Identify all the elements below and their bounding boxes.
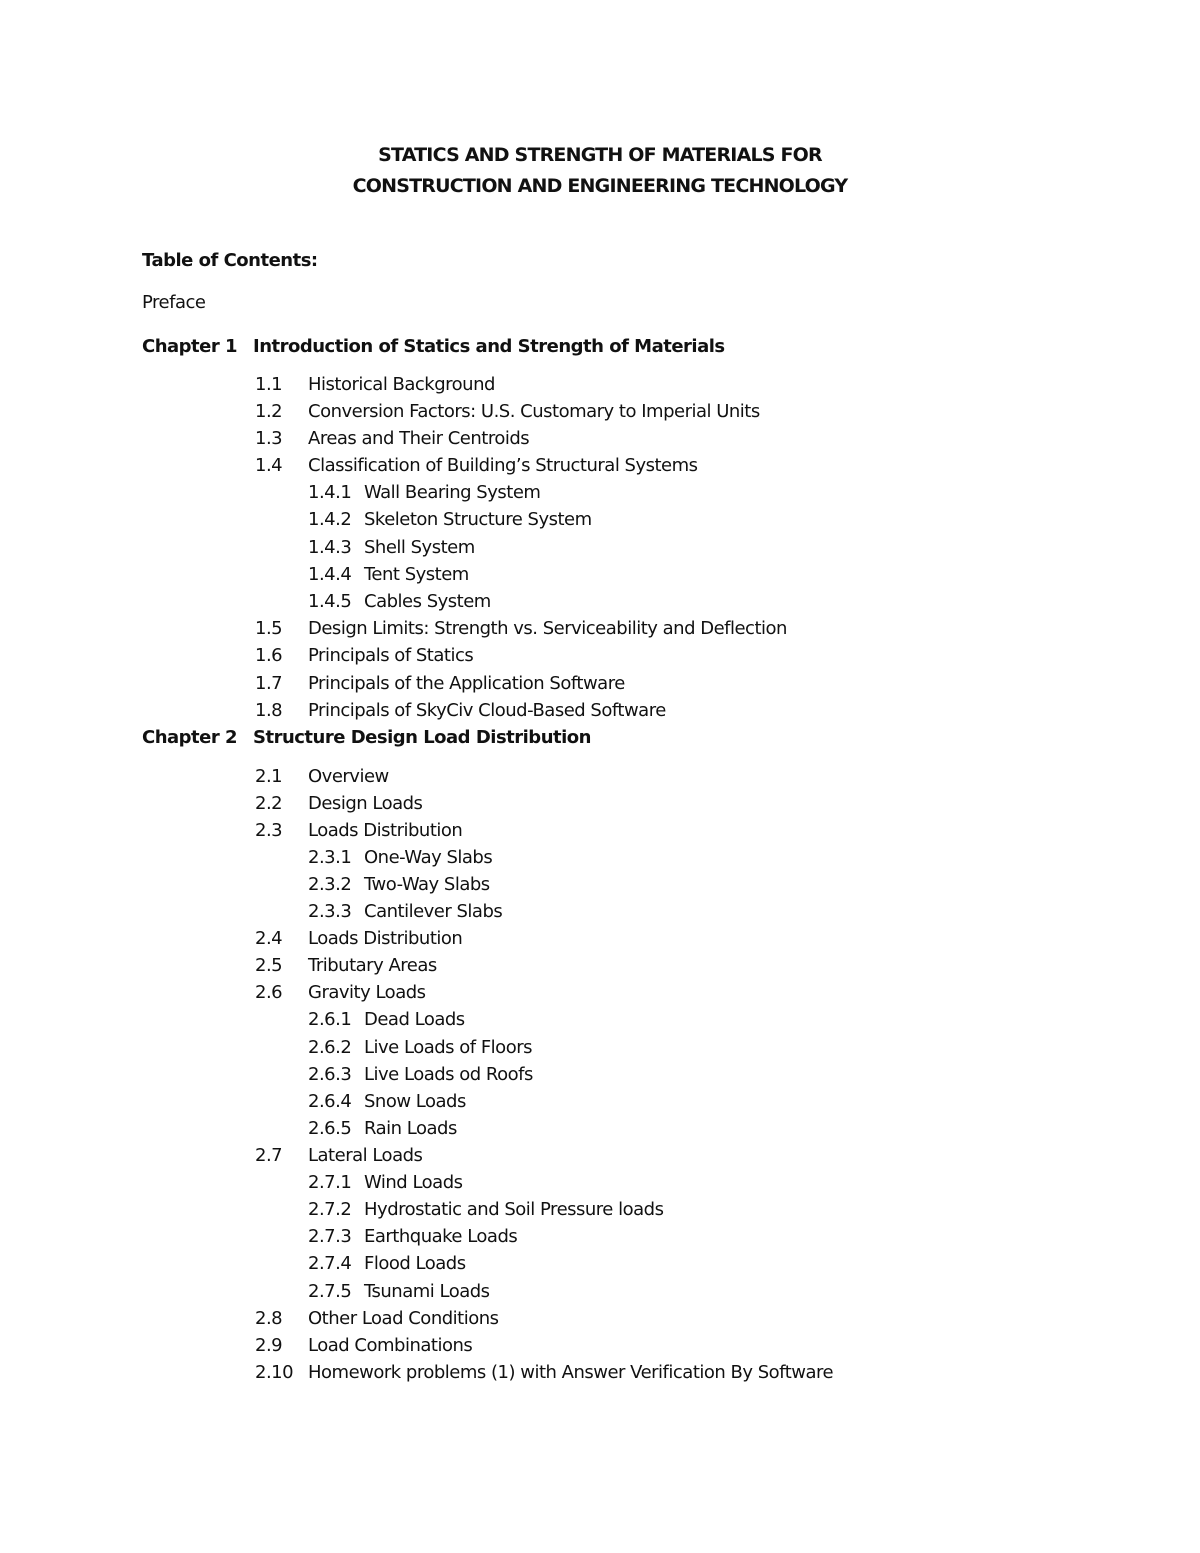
toc-entry-number: 2.3.1 — [308, 847, 352, 868]
toc-entry-title: Earthquake Loads — [364, 1226, 518, 1247]
toc-entry-number: 2.10 — [255, 1362, 294, 1383]
toc-entry-title: Flood Loads — [364, 1253, 466, 1274]
toc-entry-title: Principals of Statics — [308, 645, 474, 666]
toc-entry-number: 2.4 — [255, 928, 283, 949]
toc-entry-number: 2.5 — [255, 955, 283, 976]
toc-entry-title: Live Loads of Floors — [364, 1037, 532, 1058]
toc-entry-number: 1.5 — [255, 618, 283, 639]
toc-entry-number: 2.8 — [255, 1308, 283, 1329]
toc-entry-number: 2.2 — [255, 793, 283, 814]
toc-entry-number: 2.6.2 — [308, 1037, 352, 1058]
toc-entry-number: 2.6.1 — [308, 1009, 352, 1030]
toc-entry-number: 2.6 — [255, 982, 283, 1003]
toc-entry-number: 1.8 — [255, 700, 283, 721]
document-title — [0, 140, 1200, 202]
toc-entry-number: 1.3 — [255, 428, 283, 449]
title-line-1: STATICS AND STRENGTH OF MATERIALS FOR — [378, 144, 822, 166]
toc-entry-title: Principals of the Application Software — [308, 673, 625, 694]
toc-entry-number: 2.7.4 — [308, 1253, 352, 1274]
toc-entry-number: 1.4 — [255, 455, 283, 476]
toc-entry-number: 1.7 — [255, 673, 283, 694]
toc-entry-number: 2.3.2 — [308, 874, 352, 895]
toc-entry-title: Dead Loads — [364, 1009, 465, 1030]
toc-entry-title: Lateral Loads — [308, 1145, 423, 1166]
toc-preface: Preface — [142, 292, 206, 313]
toc-entry-title: One-Way Slabs — [364, 847, 493, 868]
toc-entry-title: Homework problems (1) with Answer Verification By Software — [308, 1362, 834, 1383]
toc-entry-title: Loads Distribution — [308, 928, 463, 949]
toc-entry-number: Chapter 2 — [142, 727, 238, 748]
toc-entry-title: Hydrostatic and Soil Pressure loads — [364, 1199, 664, 1220]
toc-entry-title: Cantilever Slabs — [364, 901, 503, 922]
toc-entry-number: 2.1 — [255, 766, 283, 787]
toc-entry-title: Shell System — [364, 537, 475, 558]
toc-entry-title: Wind Loads — [364, 1172, 463, 1193]
toc-entry-title: Structure Design Load Distribution — [253, 727, 591, 748]
toc-entry-title: Gravity Loads — [308, 982, 426, 1003]
toc-entry-title: Loads Distribution — [308, 820, 463, 841]
toc-entry-title: Conversion Factors: U.S. Customary to Imperial Units — [308, 401, 760, 422]
toc-entry-number: 1.1 — [255, 374, 283, 395]
toc-entry-title: Cables System — [364, 591, 491, 612]
toc-entry-number: 1.4.3 — [308, 537, 352, 558]
toc-entry-title: Introduction of Statics and Strength of Materials — [253, 336, 725, 357]
toc-entry-title: Areas and Their Centroids — [308, 428, 530, 449]
title-line-2: CONSTRUCTION AND ENGINEERING TECHNOLOGY — [352, 175, 848, 197]
toc-entry-title: Design Limits: Strength vs. Serviceability and Deflection — [308, 618, 787, 639]
toc-entry-number: 1.4.2 — [308, 509, 352, 530]
toc-entry-number: 1.4.5 — [308, 591, 352, 612]
toc-entry-title: Snow Loads — [364, 1091, 466, 1112]
toc-entry-number: 2.3 — [255, 820, 283, 841]
toc-entry-number: 2.6.5 — [308, 1118, 352, 1139]
toc-entry-number: 2.7.5 — [308, 1281, 352, 1302]
toc-entry-title: Historical Background — [308, 374, 495, 395]
toc-entry-number: 1.4.1 — [308, 482, 352, 503]
toc-entry-title: Rain Loads — [364, 1118, 457, 1139]
toc-entry-title: Design Loads — [308, 793, 423, 814]
toc-entry-number: Chapter 1 — [142, 336, 238, 357]
toc-entry-title: Live Loads od Roofs — [364, 1064, 533, 1085]
toc-entry-number: 2.9 — [255, 1335, 283, 1356]
toc-entry-title: Tsunami Loads — [364, 1281, 490, 1302]
toc-entry-number: 1.6 — [255, 645, 283, 666]
toc-entry-number: 1.4.4 — [308, 564, 352, 585]
toc-entry-number: 2.7.3 — [308, 1226, 352, 1247]
toc-entry-title: Load Combinations — [308, 1335, 473, 1356]
toc-entry-title: Tent System — [364, 564, 469, 585]
toc-entry-title: Overview — [308, 766, 389, 787]
toc-entry-number: 2.3.3 — [308, 901, 352, 922]
toc-entry-number: 2.6.4 — [308, 1091, 352, 1112]
toc-entry-title: Principals of SkyCiv Cloud-Based Software — [308, 700, 666, 721]
toc-entry-title: Wall Bearing System — [364, 482, 541, 503]
toc-entry-title: Tributary Areas — [308, 955, 437, 976]
toc-entry-number: 1.2 — [255, 401, 283, 422]
toc-entry-title: Classification of Building’s Structural Systems — [308, 455, 698, 476]
toc-entry-number: 2.6.3 — [308, 1064, 352, 1085]
toc-heading: Table of Contents: — [142, 250, 318, 271]
toc-entry-title: Two-Way Slabs — [364, 874, 490, 895]
toc-entry-number: 2.7 — [255, 1145, 283, 1166]
toc-entry-title: Other Load Conditions — [308, 1308, 499, 1329]
toc-entry-number: 2.7.1 — [308, 1172, 352, 1193]
toc-entry-title: Skeleton Structure System — [364, 509, 592, 530]
toc-entry-number: 2.7.2 — [308, 1199, 352, 1220]
